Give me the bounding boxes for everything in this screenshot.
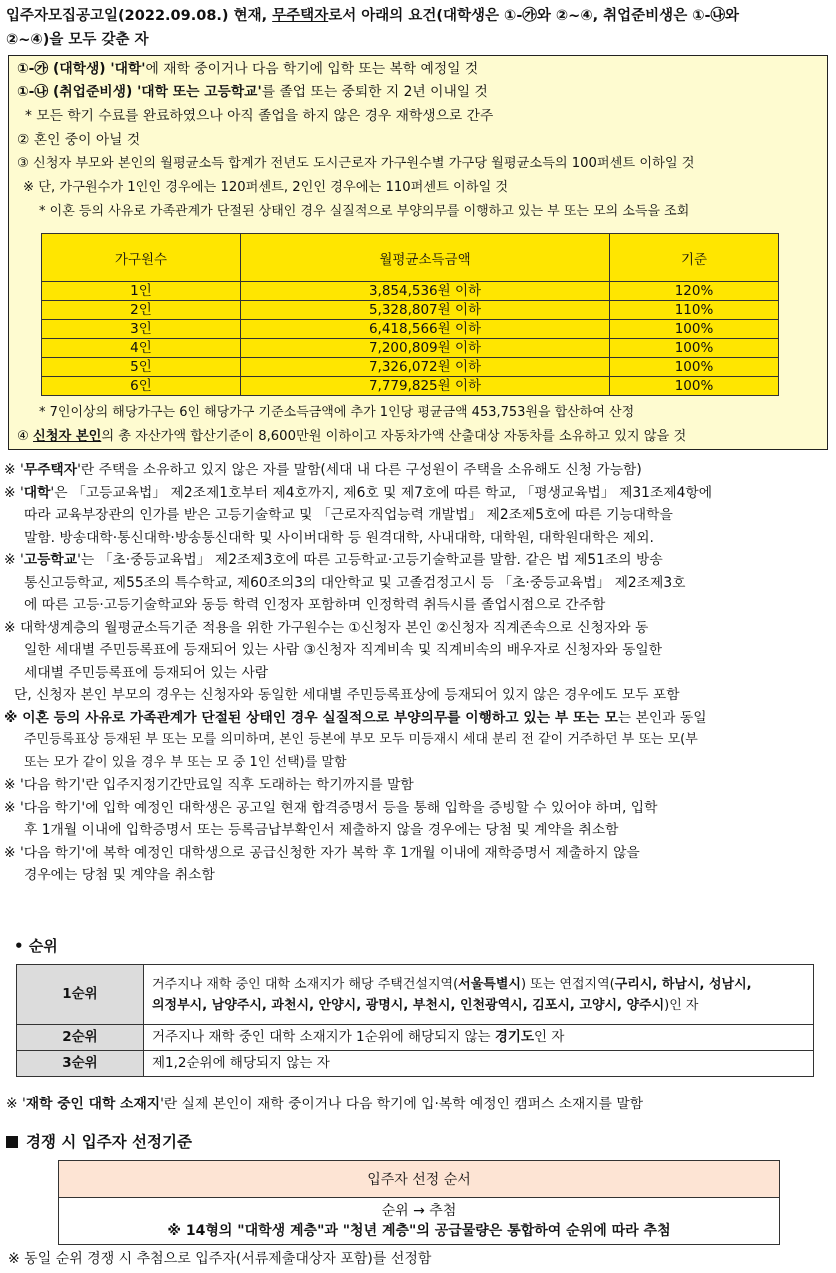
cell: 120% [610, 282, 779, 301]
col-household: 가구원수 [42, 234, 241, 282]
cell: 100% [610, 320, 779, 339]
table-row [42, 282, 779, 301]
req-1b-label: ①-㉯ (취업준비생) [17, 84, 138, 100]
table-row [59, 1198, 780, 1245]
note-6: ※ '다음 학기'란 입주지정기간만료일 직후 도래하는 학기까지를 말함 [4, 777, 414, 793]
req-1b [17, 82, 488, 102]
table-row [42, 339, 779, 358]
note-bold: 대학 [23, 484, 51, 501]
note-text: 는 본인과 동일 [617, 709, 707, 726]
note-5-line2: 주민등록표상 등재된 부 또는 모를 의미하며, 본인 등본에 부모 모두 미등재시 세대 분리 전 같이 거주하던 부 또는 모(부 [24, 732, 698, 747]
rank-3-label: 3순위 [17, 1051, 144, 1077]
cell: 3,854,536원 이하 [241, 282, 610, 301]
table-note: * 7인이상의 해당가구는 6인 해당가구 기준소득금액에 추가 1인당 평균금액 453,753원을 합산하여 산정 [39, 405, 635, 420]
table-row [42, 358, 779, 377]
note-7: ※ '다음 학기'에 입학 예정인 대학생은 공고일 현재 합격증명서 등을 통해 입학을 증빙할 수 있어야 하며, 입학 [4, 799, 658, 816]
cell: 7,326,072원 이하 [241, 358, 610, 377]
cell: 5,328,807원 이하 [241, 301, 610, 320]
table-row [17, 965, 814, 1025]
table-row [59, 1161, 780, 1198]
selection-title: 경쟁 시 입주자 선정기준 [26, 1133, 192, 1151]
cell: 100% [610, 358, 779, 377]
selection-note: ※ 14형의 "대학생 계층"과 "청년 계층"의 공급물량은 통합하여 순위에 따라 추첨 [167, 1223, 671, 1239]
req-1a-rest: 에 재학 중이거나 다음 학기에 입학 또는 복학 예정일 것 [145, 61, 479, 77]
req-1b-bold: '대학 또는 고등학교' [137, 84, 262, 100]
rank-text: 인 자 [534, 1029, 565, 1045]
cell: 100% [610, 339, 779, 358]
req-4-bold: 신청자 본인 [33, 429, 102, 444]
note-4-line4: 단, 신청자 본인 부모의 경우는 신청자와 동일한 세대별 주민등록표상에 등재되어 있지 않은 경우에도 모두 포함 [14, 687, 680, 703]
req-1b-note: * 모든 학기 수료를 완료하였으나 아직 졸업을 하지 않은 경우 재학생으로 간주 [25, 108, 494, 124]
rank-text: 거주지나 재학 중인 대학 소재지가 1순위에 해당되지 않는 [152, 1029, 495, 1045]
col-criteria: 기준 [610, 234, 779, 282]
cell: 2인 [42, 301, 241, 320]
rank-text: 거주지나 재학 중인 대학 소재지가 해당 주택건설지역( [152, 976, 459, 992]
note-bold: 고등학교 [23, 552, 78, 568]
rank-bold: 경기도 [494, 1029, 534, 1045]
selection-table [58, 1160, 780, 1245]
table-row [17, 1025, 814, 1051]
table-row [42, 377, 779, 396]
table-row [42, 320, 779, 339]
rank-text: )인 자 [664, 997, 699, 1013]
req-1a-label: ①-㉮ (대학생) [17, 61, 111, 77]
rank-bold: 서울특별시 [458, 976, 521, 992]
note-2-line3: 말함. 방송대학·통신대학·방송통신대학 및 사이버대학 등 원격대학, 사내대학, 대학원, 대학원대학은 제외. [24, 529, 654, 546]
note-text: '는 「초·중등교육법」 제2조제3호에 따른 고등학교·고등기술학교를 말함. 같은 법 제51조의 방송 [77, 552, 663, 568]
req-1b-rest: 를 졸업 또는 중퇴한 지 2년 이내일 것 [261, 84, 488, 100]
rank-bold: 의정부시, 남양주시, 과천시, 안양시, 광명시, 부천시, 인천광역시, 김포시, 고양시, 양주시 [152, 997, 665, 1013]
note-text: '은 「고등교육법」 제2조제1호부터 제4호까지, 제6호 및 제7호에 따른 학교, 「평생교육법」 제31조제4항에 [50, 484, 713, 501]
rank-1-desc [144, 965, 814, 1025]
req-3: ③ 신청자 부모와 본인의 월평균소득 합계가 전년도 도시근로자 가구원수별 가구당 월평균소득의 100퍼센트 이하일 것 [17, 156, 695, 171]
note-text: '란 주택을 소유하고 있지 않은 자를 말함(세대 내 다른 구성원이 주택을 소유해도 신청 가능함) [77, 462, 642, 478]
table-row [17, 1051, 814, 1077]
cell: 4인 [42, 339, 241, 358]
req-3-note1: ※ 단, 가구원수가 1인인 경우에는 120퍼센트, 2인인 경우에는 110퍼센트 이하일 것 [23, 180, 509, 195]
note-4: ※ 대학생계층의 월평균소득기준 적용을 위한 가구원수는 ①신청자 본인 ②신청자 직계존속으로 신청자와 동 [4, 619, 649, 636]
note-2 [4, 482, 832, 505]
req-1a-bold: '대학' [110, 61, 146, 77]
note-bold: 재학 중인 대학 소재지 [25, 1096, 161, 1112]
rank-2-label: 2순위 [17, 1025, 144, 1051]
note-4-line2: 일한 세대별 주민등록표에 등재되어 있는 사람 ③신청자 직계비속 및 직계비속의 배우자로 신청자와 동일한 [24, 642, 663, 658]
col-income: 월평균소득금액 [241, 234, 610, 282]
intro-underlined: 무주택자 [272, 8, 329, 24]
cell: 100% [610, 377, 779, 396]
square-bullet-icon [6, 1136, 18, 1148]
income-table-header [42, 234, 779, 282]
note-text: ※ ' [4, 462, 24, 478]
note-3-line2: 통신고등학교, 제55조의 특수학교, 제60조의3의 대안학교 및 고졸검정고시 등 「초·중등교육법」 제2조제3호 [24, 574, 686, 591]
rank-bold: 구리시, 하남시, 성남시, [614, 976, 752, 992]
note-8-line2: 경우에는 당첨 및 계약을 취소함 [24, 867, 215, 883]
note-text: ※ ' [4, 484, 24, 501]
req-4-label: ④ [17, 429, 34, 444]
footer-note: ※ 동일 순위 경쟁 시 추첨으로 입주자(서류제출대상자 포함)를 선정함 [8, 1251, 432, 1267]
note-bold: 무주택자 [23, 462, 78, 478]
rank-1-label: 1순위 [17, 965, 144, 1025]
note-4-line3: 세대별 주민등록표에 등재되어 있는 사람 [24, 664, 269, 681]
rank-text: ) 또는 연접지역( [520, 976, 615, 992]
note-text: ※ ' [4, 552, 24, 568]
rank-table [16, 964, 814, 1077]
selection-body [59, 1198, 780, 1245]
rank-3-desc: 제1,2순위에 해당되지 않는 자 [144, 1051, 814, 1077]
cell: 1인 [42, 282, 241, 301]
note-5-line3: 또는 모가 같이 있을 경우 부 또는 모 중 1인 선택)를 말함 [24, 754, 347, 770]
cell: 6인 [42, 377, 241, 396]
note-bold: ※ 이혼 등의 사유로 가족관계가 단절된 상태인 경우 실질적으로 부양의무를 이행하고 있는 부 또는 모 [4, 709, 618, 726]
cell: 3인 [42, 320, 241, 339]
req-1a [17, 59, 478, 79]
req-3-note2: * 이혼 등의 사유로 가족관계가 단절된 상태인 경우 실질적으로 부양의무를 이행하고 있는 부 또는 모의 소득을 조회 [39, 204, 690, 219]
cell: 6,418,566원 이하 [241, 320, 610, 339]
req-2: ② 혼인 중이 아닐 것 [17, 132, 141, 148]
note-text: ※ ' [6, 1096, 26, 1112]
cell: 5인 [42, 358, 241, 377]
cell: 7,200,809원 이하 [241, 339, 610, 358]
rank-note [6, 1093, 834, 1116]
note-3-line3: 에 따른 고등·고등기술학교와 동등 학력 인정자 포함하며 인정학력 취득시를 졸업시점으로 간주함 [24, 597, 606, 613]
intro-paragraph [6, 4, 830, 52]
selection-order: 순위 → 추첨 [381, 1203, 457, 1219]
note-1 [4, 459, 832, 482]
rank-2-desc [144, 1025, 814, 1051]
income-table [41, 233, 779, 396]
intro-line-2: ②~④)을 모두 갖춘 자 [6, 32, 149, 48]
req-4-rest: 의 총 자산가액 합산기준이 8,600만원 이하이고 자동차가액 산출대상 자동차를 소유하고 있지 않을 것 [101, 429, 687, 444]
selection-header: 입주자 선정 순서 [59, 1161, 780, 1198]
requirements-box [8, 55, 828, 450]
notes-section [4, 459, 832, 887]
note-text: '란 실제 본인이 재학 중이거나 다음 학기에 입·복학 예정인 캠퍼스 소재지를 말함 [160, 1096, 644, 1112]
note-8: ※ '다음 학기'에 복학 예정인 대학생으로 공급신청한 자가 복학 후 1개월 이내에 재학증명서 제출하지 않을 [4, 844, 640, 861]
selection-heading [6, 1130, 192, 1152]
note-7-line2: 후 1개월 이내에 입학증명서 또는 등록금납부확인서 제출하지 않을 경우에는 당첨 및 계약을 취소함 [24, 822, 619, 838]
rank-title: • 순위 [14, 937, 58, 955]
intro-text: 입주자모집공고일(2022.09.08.) 현재, [6, 8, 273, 24]
note-2-line2: 따라 교육부장관의 인가를 받은 고등기술학교 및 「근로자직업능력 개발법」 제2조제5호에 따른 기능대학을 [24, 507, 673, 523]
table-row [42, 301, 779, 320]
intro-text-2: 로서 아래의 요건(대학생은 ①-㉮와 ②~④, 취업준비생은 ①-㉯와 [328, 8, 740, 24]
note-5 [4, 707, 832, 730]
cell: 7,779,825원 이하 [241, 377, 610, 396]
req-4 [17, 427, 686, 447]
note-3 [4, 549, 832, 572]
cell: 110% [610, 301, 779, 320]
